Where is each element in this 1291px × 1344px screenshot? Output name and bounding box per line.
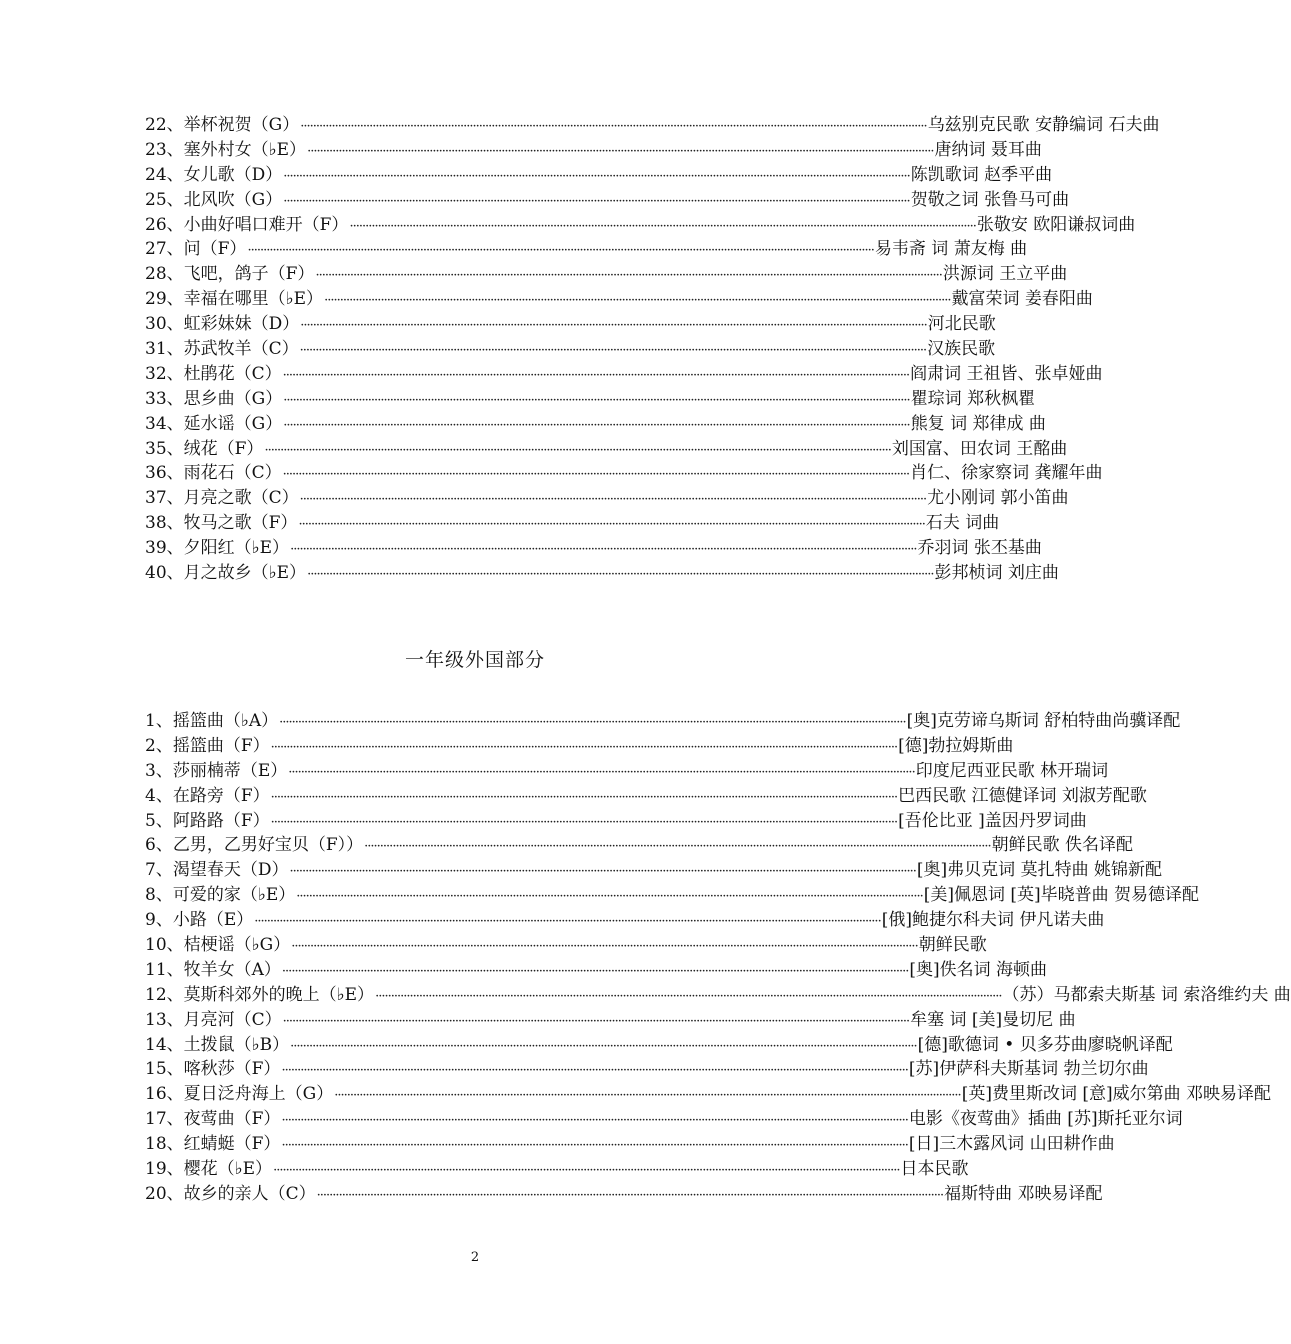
entry-title: 26、小曲好唱口难开（F） [145,214,349,235]
toc-entry [145,1008,1076,1033]
foreign-song-list [145,709,1291,1207]
entry-credit: 戴富荣词 姜春阳曲 [951,289,1093,310]
entry-title: 24、女儿歌（D） [145,164,283,185]
toc-entry [145,312,996,337]
entry-credit: 洪源词 王立平曲 [942,264,1068,285]
entry-credit: 乔羽词 张丕基曲 [917,538,1042,559]
dot-leader: ········································································································································································································ [281,1063,908,1079]
toc-entry [145,1082,1272,1107]
entry-title: 6、乙男，乙男好宝贝（F）） [145,835,364,856]
entry-credit: 巴西民歌 江德健译词 刘淑芳配歌 [898,785,1147,806]
entry-credit: 尤小刚词 郭小笛曲 [927,488,1069,509]
entry-title: 13、月亮河（C） [145,1009,282,1030]
entry-title: 39、夕阳红（♭E） [145,538,290,559]
toc-entry [145,188,1070,213]
toc-entry [145,709,1181,734]
entry-title: 34、延水谣（G） [145,413,283,434]
toc-entry [145,287,1093,312]
entry-title: 31、苏武牧羊（C） [145,339,299,360]
entry-credit: 汉族民歌 [927,339,996,360]
dot-leader: ········································································································································································································ [282,467,910,483]
dot-leader: ········································································································································································································ [282,1013,910,1029]
toc-entry [145,262,1068,287]
entry-title: 33、思乡曲（G） [145,388,283,409]
entry-title: 4、在路旁（F） [145,785,270,806]
dot-leader: ········································································································································································································ [288,764,915,780]
toc-entry [145,1132,1115,1157]
toc-entry [145,734,1014,759]
dot-leader: ········································································································································································································ [279,715,906,730]
dot-leader: ········································································································································································································ [290,542,917,558]
entry-title: 36、雨花石（C） [145,463,282,484]
toc-entry [145,833,1133,858]
chinese-song-list [145,113,1160,586]
entry-title: 25、北风吹（G） [145,189,283,210]
entry-title: 32、杜鹃花（C） [145,363,282,384]
entry-credit: [奥]克劳谛乌斯词 舒柏特曲尚骥译配 [906,711,1181,731]
entry-credit: [德]勃拉姆斯曲 [898,735,1014,756]
toc-entry [145,138,1042,163]
dot-leader: ········································································································································································································ [254,914,881,930]
dot-leader: ········································································································································································································ [349,218,976,234]
dot-leader: ········································································································································································································ [299,343,927,359]
toc-entry [145,337,996,362]
entry-title: 15、喀秋莎（F） [145,1059,281,1080]
entry-credit: 日本民歌 [900,1159,969,1180]
toc-entry [145,412,1046,437]
entry-credit: [美]佩恩词 [英]毕晓普曲 贺易德译配 [923,885,1200,906]
dot-leader: ········································································································································································································ [324,293,951,309]
section-title: 一年级外国部分 [404,649,545,671]
toc-entry [145,437,1068,462]
entry-credit: [日]三木露风词 山田耕作曲 [908,1134,1115,1155]
entry-title: 28、飞吧，鸽子（F） [145,264,315,285]
dot-leader: ········································································································································································································ [364,839,991,855]
entry-title: 3、莎丽楠蒂（E） [145,760,288,781]
entry-title: 2、摇篮曲（F） [145,735,270,756]
dot-leader: ········································································································································································································ [316,1187,944,1203]
entry-title: 18、红蜻蜓（F） [145,1134,281,1155]
dot-leader: ········································································································································································································ [283,168,910,184]
toc-entry [145,908,1105,933]
dot-leader: ········································································································································································································ [281,1113,908,1129]
dot-leader: ········································································································································································································ [283,417,910,433]
entry-credit: 河北民歌 [927,314,996,335]
entry-credit: [奥]弗贝克词 莫扎特曲 姚锦新配 [916,860,1162,881]
entry-title: 7、渴望春天（D） [145,860,289,881]
dot-leader: ········································································································································································································ [299,492,927,508]
entry-title: 29、幸福在哪里（♭E） [145,289,324,310]
toc-entry [145,1033,1173,1058]
page-number: 2 [470,1250,480,1265]
entry-credit: [德]歌德词 • 贝多芬曲廖晓帆译配 [917,1034,1173,1055]
entry-credit: [苏]伊萨科夫斯基词 勃兰切尔曲 [908,1059,1149,1080]
entry-title: 37、月亮之歌（C） [145,488,299,509]
entry-title: 5、阿路路（F） [145,810,270,831]
entry-title: 30、虹彩妹妹（D） [145,314,300,335]
dot-leader: ········································································································································································································ [298,517,925,533]
entry-title: 23、塞外村女（♭E） [145,139,307,160]
entry-credit: （苏）马都索夫斯基 词 索洛维约夫 曲 [1002,984,1291,1005]
dot-leader: ········································································································································································································ [247,243,874,259]
toc-entry [145,809,1087,834]
entry-title: 19、樱花（♭E） [145,1159,273,1180]
entry-credit: [吾伦比亚 ]盖因丹罗词曲 [898,810,1087,831]
toc-entry [145,113,1160,138]
entry-credit: 肖仁、徐家察词 龚耀年曲 [910,463,1103,484]
toc-entry [145,1157,969,1182]
toc-entry [145,237,1028,262]
dot-leader: ········································································································································································································ [334,1088,961,1104]
toc-entry [145,1107,1183,1132]
dot-leader: ········································································································································································································ [270,814,898,830]
entry-credit: 牟塞 词 [美]曼切尼 曲 [910,1009,1076,1030]
entry-credit: 印度尼西亚民歌 林开瑞词 [915,760,1109,781]
dot-leader: ········································································································································································································ [281,963,909,979]
entry-title: 8、可爱的家（♭E） [145,885,296,906]
dot-leader: ········································································································································································································ [273,1163,900,1179]
entry-title: 14、土拨鼠（♭B） [145,1034,290,1055]
toc-entry [145,461,1103,486]
entry-title: 17、夜莺曲（F） [145,1109,281,1130]
entry-credit: 朝鲜民歌 佚名译配 [991,835,1133,856]
dot-leader: ········································································································································································································ [283,392,910,408]
entry-title: 27、问（F） [145,239,247,260]
entry-title: 22、举杯祝贺（G） [145,115,300,135]
entry-credit: 刘国富、田农词 王酩曲 [891,438,1068,459]
entry-title: 16、夏日泛舟海上（G） [145,1084,334,1105]
entry-credit: 彭邦桢词 刘庄曲 [934,563,1059,584]
toc-entry [145,883,1200,908]
toc-entry [145,511,1000,536]
entry-title: 40、月之故乡（♭E） [145,563,307,584]
dot-leader: ········································································································································································································ [282,367,910,383]
entry-credit: 朝鲜民歌 [918,935,987,956]
entry-title: 12、莫斯科郊外的晚上（♭E） [145,984,375,1005]
dot-leader: ········································································································································································································ [300,119,927,134]
entry-credit: 阎肃词 王祖皆、张卓娅曲 [910,363,1103,384]
entry-credit: [俄]鲍捷尔科夫词 伊凡诺夫曲 [881,910,1105,931]
entry-credit: [奥]佚名词 海顿曲 [909,959,1048,980]
entry-credit: 乌兹别克民歌 安静编词 石夫曲 [927,115,1160,135]
dot-leader: ········································································································································································································ [281,1138,908,1154]
toc-entry [145,759,1109,784]
entry-credit: 瞿琮词 郑秋枫瞿 [910,388,1036,409]
dot-leader: ········································································································································································································ [270,739,898,755]
dot-leader: ········································································································································································································ [300,318,927,334]
entry-credit: 福斯特曲 邓映易译配 [944,1183,1103,1204]
entry-title: 9、小路（E） [145,910,254,931]
toc-entry [145,1182,1103,1207]
entry-title: 10、桔梗谣（♭G） [145,935,291,956]
toc-entry [145,983,1291,1008]
entry-credit: 电影《夜莺曲》插曲 [苏]斯托亚尔词 [908,1109,1183,1130]
dot-leader: ········································································································································································································ [290,1038,917,1054]
dot-leader: ········································································································································································································ [270,789,898,805]
toc-entry [145,486,1069,511]
toc-entry [145,387,1036,412]
dot-leader: ········································································································································································································ [283,193,910,209]
dot-leader: ········································································································································································································ [291,939,918,955]
toc-entry [145,536,1042,561]
toc-entry [145,1057,1149,1082]
entry-credit: 石夫 词曲 [925,513,1000,534]
entry-credit: 贺敬之词 张鲁马可曲 [910,189,1070,210]
toc-entry [145,784,1147,809]
entry-credit: 熊复 词 郑律成 曲 [910,413,1046,434]
dot-leader: ········································································································································································································ [289,864,916,880]
entry-credit: 陈凯歌词 赵季平曲 [910,164,1053,185]
entry-credit: 唐纳词 聂耳曲 [934,139,1042,160]
entry-credit: 张敬安 欧阳谦叔词曲 [976,214,1136,235]
entry-title: 38、牧马之歌（F） [145,513,298,534]
dot-leader: ········································································································································································································ [307,143,934,159]
entry-title: 20、故乡的亲人（C） [145,1183,316,1204]
dot-leader: ········································································································································································································ [264,442,891,458]
toc-entry [145,933,987,958]
toc-entry [145,858,1162,883]
toc-entry [145,163,1053,188]
toc-entry [145,958,1048,983]
dot-leader: ········································································································································································································ [296,889,923,905]
dot-leader: ········································································································································································································ [315,268,942,284]
toc-entry [145,561,1059,586]
toc-entry [145,213,1136,238]
dot-leader: ········································································································································································································ [375,988,1002,1004]
entry-title: 35、绒花（F） [145,438,264,459]
toc-entry [145,362,1103,387]
entry-title: 11、牧羊女（A） [145,959,281,980]
entry-credit: [英]费里斯改词 [意]威尔第曲 邓映易译配 [961,1084,1272,1105]
dot-leader: ········································································································································································································ [307,567,934,583]
entry-title: 1、摇篮曲（♭A） [145,711,279,731]
entry-credit: 易韦斋 词 萧友梅 曲 [874,239,1028,260]
